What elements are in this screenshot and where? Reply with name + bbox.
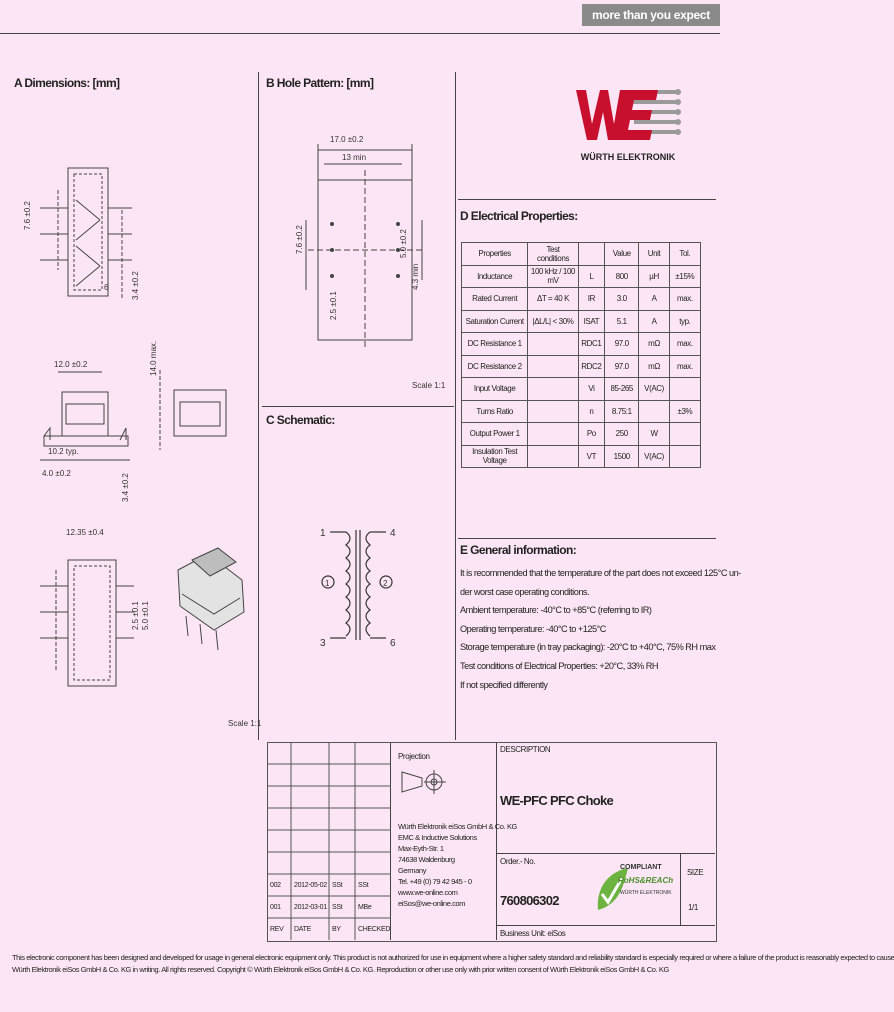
page-number: 1/1 [688,903,698,912]
table-cell: typ. [669,310,700,333]
section-e-title: E General information: [460,543,577,557]
general-info-line: Test conditions of Electrical Properties: +20°C, 33% RH [460,660,659,671]
pin-3: 3 [320,638,326,649]
revision-header-cell: DATE [294,926,311,933]
dim-label-6: 3.4 ±0.2 [121,473,130,502]
table-cell: DC Resistance 1 [462,333,528,356]
hole-dim-3: 7.6 ±0.2 [295,225,304,254]
revision-cell: SSt [332,904,343,911]
bottom-view-drawing [40,560,134,686]
table-row [462,445,701,468]
table-cell: mΩ [639,333,669,356]
table-cell: Insulation Test Voltage [462,445,528,468]
revision-cell: 002 [270,882,281,889]
revision-cell: SSt [332,882,343,889]
table-row [462,265,701,288]
pin-6: 6 [390,638,396,649]
company-line: eiSos@we-online.com [398,899,466,908]
general-info [460,564,741,694]
column-divider-left [258,72,259,740]
scale-label-a: Scale 1:1 [228,719,262,728]
table-cell: L [578,265,604,288]
tb-divider-h2 [496,925,715,926]
table-cell: IR [578,288,604,311]
section-c-title: C Schematic: [266,413,335,427]
table-cell [528,445,578,468]
table-cell: Vi [578,378,604,401]
table-cell: Turns Ratio [462,400,528,423]
table-row [462,378,701,401]
schematic-drawing [310,520,410,652]
revision-cell: 001 [270,904,281,911]
description-text: WE-PFC PFC Choke [500,793,614,808]
top-rule [0,33,720,34]
hole-dim-6: 2.5 ±0.1 [329,291,338,320]
column-divider-right [455,72,456,740]
revision-cell: 2012-03-01 [294,904,327,911]
table-cell: 97.0 [605,355,639,378]
company-line: Tel. +49 (0) 79 42 945 - 0 [398,877,472,886]
electrical-properties-table [461,242,701,468]
table-cell [528,333,578,356]
section-d-title: D Electrical Properties: [460,209,578,223]
table-cell: 5.1 [605,310,639,333]
revision-header-cell: BY [332,926,341,933]
table-header-cell: Value [605,243,639,266]
revision-header-cell: REV [270,926,284,933]
table-cell: Inductance [462,265,528,288]
table-cell [669,423,700,446]
table-cell [669,378,700,401]
table-cell: W [639,423,669,446]
table-cell: Saturation Current [462,310,528,333]
revision-grid [267,742,391,940]
rohs-badge [594,862,674,918]
table-cell: ±3% [669,400,700,423]
table-cell: RDC2 [578,355,604,378]
table-cell: Po [578,423,604,446]
table-row [462,423,701,446]
table-cell: 250 [605,423,639,446]
rohs-reach: RoHS&REACh [618,876,674,885]
component-3d-sketch [178,548,244,650]
company-line: Max-Eyth-Str. 1 [398,844,444,853]
wurth-logo [572,84,684,174]
hole-pattern-drawing [262,130,452,400]
general-info-line: Ambient temperature: -40°C to +85°C (referring to IR) [460,605,652,616]
section-a-title: A Dimensions: [mm] [14,76,120,90]
general-info-line: Operating temperature: -40°C to +125°C [460,623,606,634]
table-cell [639,400,669,423]
table-header-cell: Properties [462,243,528,266]
table-header-row [462,243,701,266]
table-row [462,288,701,311]
table-row [462,400,701,423]
table-cell: 85-265 [605,378,639,401]
revision-cell: SSt [358,882,369,889]
business-unit: Business Unit: eiSos [500,929,566,938]
table-cell: V(AC) [639,445,669,468]
revision-cell: 2012-05-02 [294,882,327,889]
section-b-title: B Hole Pattern: [mm] [266,76,374,90]
table-cell [528,423,578,446]
table-cell: max. [669,355,700,378]
revision-header-cell: CHECKED [358,926,391,933]
top-view-drawing [40,168,132,300]
rohs-compliant: COMPLIANT [620,864,662,871]
table-cell: A [639,310,669,333]
scale-label-b: Scale 1:1 [412,381,446,390]
table-cell: ISAT [578,310,604,333]
projection-symbol [400,762,450,802]
secondary-winding [366,532,370,636]
table-cell: DC Resistance 2 [462,355,528,378]
table-cell: 97.0 [605,333,639,356]
table-cell [669,445,700,468]
order-label: Order.- No. [500,857,536,866]
company-line: Germany [398,866,427,875]
dim-label-4: 14.0 max. [149,340,158,376]
table-cell: Input Voltage [462,378,528,401]
table-cell: µH [639,265,669,288]
general-info-line: It is recommended that the temperature of the part does not exceed 125°C un- [460,568,741,578]
pin-label-6: 6 [104,283,109,292]
revision-cell: MBe [358,904,372,911]
rohs-brand: WÜRTH ELEKTRONIK [620,890,672,896]
table-header-cell: Unit [639,243,669,266]
table-cell: ΔT = 40 K [528,288,578,311]
footer-line-2: Würth Elektronik eiSos GmbH & Co. KG in writing. All rights reserved. Copyright © Würth Elektronik eiSos GmbH & Co. KG. Reproduction or other use only with prior written consent of Würth Elektronik eiSos GmbH & Co. KG [12,965,669,974]
divider-logo-d [458,199,716,200]
winding-2: 2 [383,579,388,588]
hole-dim-1: 17.0 ±0.2 [330,135,364,144]
pin-4: 4 [390,528,396,539]
table-cell: 3.0 [605,288,639,311]
company-line: 74638 Waldenburg [398,855,455,864]
table-cell: Rated Current [462,288,528,311]
dim-label-10: 5.0 ±0.1 [141,601,150,630]
table-row [462,333,701,356]
table-cell: n [578,400,604,423]
table-row [462,355,701,378]
order-number: 760806302 [500,893,559,908]
table-row [462,310,701,333]
table-cell [528,378,578,401]
table-cell: V(AC) [639,378,669,401]
table-cell: max. [669,288,700,311]
general-info-line: der worst case operating conditions. [460,586,590,597]
table-cell: ±15% [669,265,700,288]
size-label: SIZE [687,868,704,877]
table-cell: 8.75:1 [605,400,639,423]
table-cell: 100 kHz / 100 mV [528,265,578,288]
hole-dim-2: 13 min [342,153,367,162]
table-cell [528,400,578,423]
company-line: Würth Elektronik eiSos GmbH & Co. KG [398,822,517,831]
primary-winding [346,532,350,636]
dim-label-9: 2.5 ±0.1 [131,601,140,630]
description-label: DESCRIPTION [500,745,551,754]
general-info-line: If not specified differently [460,679,548,690]
footer-line-1: This electronic component has been designed and developed for usage in general electronic equipment only. This product is not authorized for use in equipment where a higher safety standard and reliability standard is especially required or where a failure of the product is reasonably expected to cause [12,953,894,962]
hole-dim-5: 4.3 min [411,263,420,290]
tb-divider-h1 [496,853,715,854]
pin-1: 1 [320,528,326,539]
table-header-cell: Test conditions [528,243,578,266]
table-cell: Output Power 1 [462,423,528,446]
general-info-line: Storage temperature (in tray packaging): -20°C to +40°C, 75% RH max [460,642,716,653]
table-cell [528,355,578,378]
company-line: EMC & Inductive Solutions [398,833,477,842]
tb-divider-size [680,853,681,925]
table-cell: VT [578,445,604,468]
dim-label-2: 3.4 ±0.2 [131,271,140,300]
winding-1: 1 [325,579,330,588]
slogan-banner: more than you expect [582,4,720,26]
company-line: www.we-online.com [398,888,458,897]
table-cell: mΩ [639,355,669,378]
dimension-drawings [10,150,262,740]
table-cell: A [639,288,669,311]
divider-b-c [262,406,454,407]
dim-label-5: 10.2 typ. [48,447,79,456]
hole-dim-4: 5.0 ±0.2 [399,229,408,258]
table-cell: 1500 [605,445,639,468]
table-header-cell: Tol. [669,243,700,266]
table-cell: RDC1 [578,333,604,356]
table-header-cell [578,243,604,266]
dim-label-7: 4.0 ±0.2 [42,469,71,478]
logo-brand-text: WÜRTH ELEKTRONIK [580,152,676,162]
dim-label-8: 12.35 ±0.4 [66,528,104,537]
table-cell: max. [669,333,700,356]
table-cell: |ΔL/L| < 30% [528,310,578,333]
divider-d-e [458,538,716,539]
dim-label-1: 7.6 ±0.2 [23,201,32,230]
dim-label-3: 12.0 ±0.2 [54,360,88,369]
table-cell: 800 [605,265,639,288]
projection-label: Projection [398,752,430,761]
